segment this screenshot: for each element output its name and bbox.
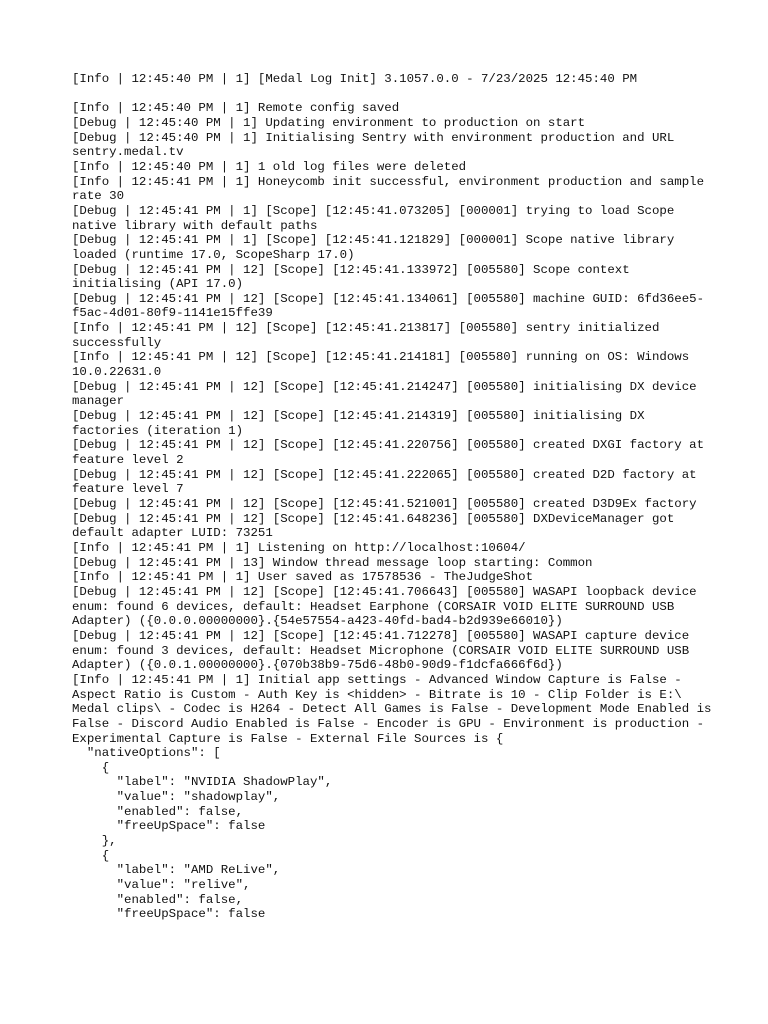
log-line: [Debug | 12:45:41 PM | 12] [Scope] [12:45:41.134061] [005580] machine GUID: 6fd36ee5-f5ac-4d01-80f9-1141e15ffe39: [72, 291, 705, 321]
log-line: [Debug | 12:45:41 PM | 13] Window thread message loop starting: Common: [72, 555, 593, 570]
log-line: [Info | 12:45:41 PM | 1] Listening on http://localhost:10604/: [72, 540, 526, 555]
log-line: [Info | 12:45:41 PM | 1] User saved as 17578536 - TheJudgeShot: [72, 570, 534, 585]
log-line: [Debug | 12:45:40 PM | 1] Updating environment to production on start: [72, 115, 586, 130]
log-line: [Debug | 12:45:41 PM | 1] [Scope] [12:45:41.073205] [000001] trying to load Scope native library with default paths: [72, 203, 682, 233]
json-line: "freeUpSpace": false: [72, 819, 266, 834]
json-line: "freeUpSpace": false: [72, 907, 266, 922]
log-line: [Info | 12:45:41 PM | 1] Honeycomb init successful, environment production and sample rate 30: [72, 174, 712, 204]
log-lines: [72, 101, 719, 922]
log-line: [Debug | 12:45:41 PM | 12] [Scope] [12:45:41.133972] [005580] Scope context initialising (API 17.0): [72, 262, 638, 292]
log-line: [Debug | 12:45:41 PM | 12] [Scope] [12:45:41.648236] [005580] DXDeviceManager got default adapter LUID: 73251: [72, 511, 682, 541]
json-line: "enabled": false,: [72, 892, 244, 907]
log-line: [Debug | 12:45:41 PM | 12] [Scope] [12:45:41.712278] [005580] WASAPI capture device enum: found 3 devices, default: Headset Microphone (CORSAIR VOID ELITE SURROUND USB Adapter) ({0.0.1.00000000}.{070b38b9-75d6-48b0-90d9-f1dcfa666f6d}): [72, 628, 697, 673]
log-line: [Info | 12:45:41 PM | 12] [Scope] [12:45:41.213817] [005580] sentry initialized successfully: [72, 321, 667, 350]
json-line: "value": "shadowplay",: [72, 790, 281, 805]
blank-line: [72, 87, 712, 102]
json-line: },: [72, 834, 117, 849]
json-line: {: [72, 760, 110, 775]
json-line: "label": "AMD ReLive",: [72, 863, 281, 878]
log-line: [Info | 12:45:40 PM | 1] Remote config saved: [72, 101, 400, 116]
json-line: "label": "NVIDIA ShadowPlay",: [72, 775, 333, 790]
log-header-line: [Info | 12:45:40 PM | 1] [Medal Log Init] 3.1057.0.0 - 7/23/2025 12:45:40 PM: [72, 72, 638, 86]
log-document: [72, 72, 719, 922]
json-line: {: [72, 848, 110, 863]
log-line: [Debug | 12:45:41 PM | 12] [Scope] [12:45:41.214319] [005580] initialising DX factories (iteration 1): [72, 409, 652, 438]
log-line: [Debug | 12:45:41 PM | 12] [Scope] [12:45:41.521001] [005580] created D3D9Ex factory: [72, 497, 697, 512]
log-line: [Info | 12:45:40 PM | 1] 1 old log files were deleted: [72, 159, 467, 174]
log-line: [Debug | 12:45:41 PM | 12] [Scope] [12:45:41.222065] [005580] created D2D factory at feature level 7: [72, 467, 705, 497]
json-line: "enabled": false,: [72, 804, 244, 819]
json-line: "value": "relive",: [72, 878, 251, 893]
json-line: "nativeOptions": [: [72, 746, 221, 761]
log-line: [Debug | 12:45:41 PM | 12] [Scope] [12:45:41.220756] [005580] created DXGI factory at feature level 2: [72, 438, 712, 468]
log-line: [Info | 12:45:41 PM | 12] [Scope] [12:45:41.214181] [005580] running on OS: Windows 10.0.22631.0: [72, 350, 697, 380]
log-line: [Debug | 12:45:41 PM | 12] [Scope] [12:45:41.706643] [005580] WASAPI loopback device enum: found 6 devices, default: Headset Earphone (CORSAIR VOID ELITE SURROUND USB Adapter) ({0.0.0.00000000}.{54e57554-a423-40fd-bad4-b2d939e66010}): [72, 584, 705, 629]
log-line: [Info | 12:45:41 PM | 1] Initial app settings - Advanced Window Capture is False - Aspect Ratio is Custom - Auth Key is <hidden> - Bitrate is 10 - Clip Folder is E:\ Medal clips\ - Codec is H264 - Detect All Games is False - Development Mode Enabled is False - Discord Audio Enabled is False - Encoder is GPU - Environment is production - Experimental Capture is False - External File Sources is {: [72, 672, 719, 746]
log-line: [Debug | 12:45:41 PM | 12] [Scope] [12:45:41.214247] [005580] initialising DX device manager: [72, 379, 705, 409]
log-line: [Debug | 12:45:40 PM | 1] Initialising Sentry with environment production and URL sentry.medal.tv: [72, 130, 682, 160]
log-line: [Debug | 12:45:41 PM | 1] [Scope] [12:45:41.121829] [000001] Scope native library loaded (runtime 17.0, ScopeSharp 17.0): [72, 233, 682, 262]
